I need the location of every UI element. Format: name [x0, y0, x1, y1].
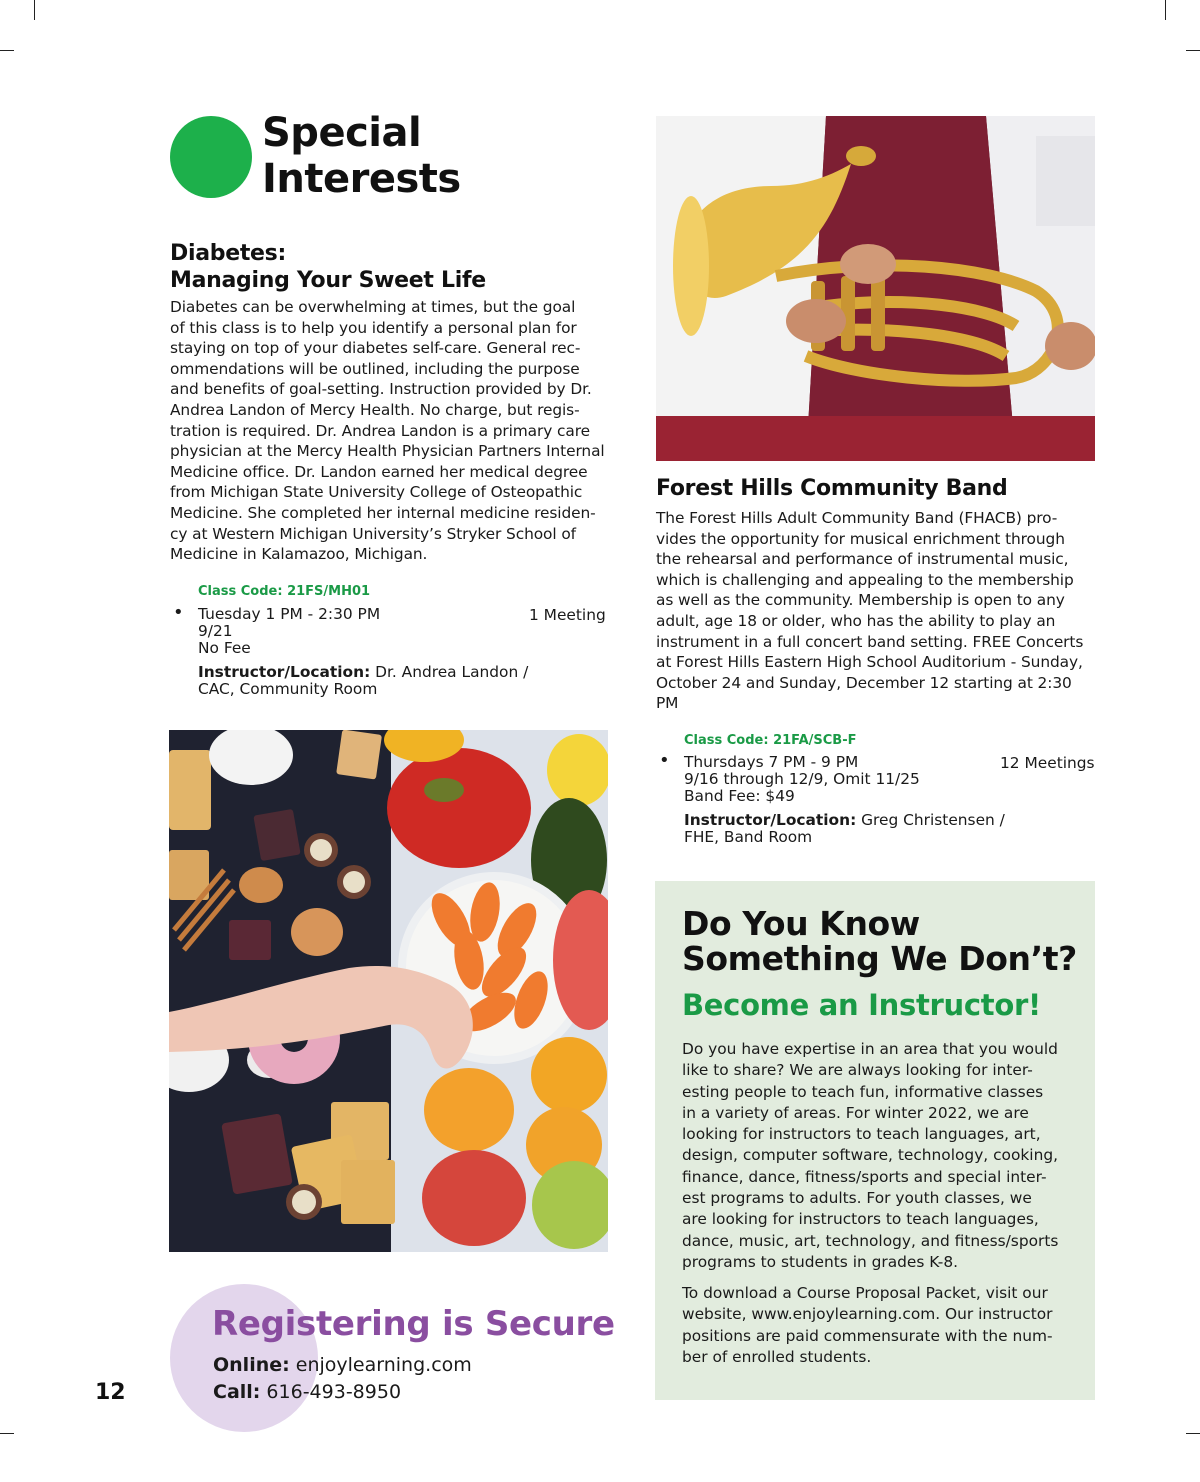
diabetes-meetings: 1 Meeting	[529, 606, 606, 624]
register-online	[213, 1354, 472, 1376]
section-title-line: Special	[262, 110, 422, 156]
band-class-code: Class Code: 21FA/SCB-F	[684, 733, 857, 748]
text-line: vides the opportunity for musical enrichment through	[656, 529, 1065, 548]
crop-mark	[1165, 0, 1166, 20]
schedule-fee: Band Fee: $49	[684, 787, 795, 805]
text-line: design, computer software, technology, cooking,	[682, 1146, 1058, 1165]
text-line: October 24 and Sunday, December 12 starting at 2:30	[656, 673, 1072, 692]
instructor-label: Instructor/Location:	[198, 663, 371, 681]
text-line: in a variety of areas. For winter 2022, we are	[682, 1103, 1029, 1122]
text-line: cy at Western Michigan University’s Stryker School of	[170, 524, 576, 543]
schedule-fee: No Fee	[198, 639, 251, 657]
text-line: are looking for instructors to teach languages,	[682, 1210, 1039, 1229]
instructor-box-heading	[682, 906, 1077, 976]
text-line: Medicine. She completed her internal medicine residen-	[170, 503, 596, 522]
text-line: Medicine office. Dr. Landon earned her medical degree	[170, 462, 588, 481]
text-line: website, www.enjoylearning.com. Our instructor	[682, 1305, 1053, 1324]
instructor-name: Dr. Andrea Landon /	[370, 663, 529, 681]
text-line: dance, music, art, technology, and fitness/sports	[682, 1231, 1059, 1250]
text-line: Medicine in Kalamazoo, Michigan.	[170, 545, 428, 564]
band-photo	[656, 116, 1095, 461]
instructor-location: FHE, Band Room	[684, 828, 813, 846]
text-line: To download a Course Proposal Packet, visit our	[682, 1284, 1048, 1302]
call-label: Call:	[213, 1381, 261, 1403]
bullet-icon: •	[659, 750, 670, 771]
text-line: of this class is to help you identify a personal plan for	[170, 318, 577, 337]
band-course-title: Forest Hills Community Band	[656, 476, 1008, 501]
text-line: Diabetes can be overwhelming at times, but the goal	[170, 298, 576, 316]
online-label: Online:	[213, 1354, 290, 1376]
text-line: and benefits of goal-setting. Instruction provided by Dr.	[170, 380, 592, 399]
diabetes-class-code: Class Code: 21FS/MH01	[198, 584, 371, 599]
band-description	[656, 508, 1083, 714]
schedule-day: Tuesday 1 PM - 2:30 PM	[198, 605, 381, 623]
text-line: adult, age 18 or older, who has the ability to play an	[656, 611, 1056, 630]
instructor-box-paragraph-1	[682, 1039, 1058, 1273]
text-line: physician at the Mercy Health Physician Partners Internal	[170, 442, 605, 461]
crop-mark	[0, 50, 14, 51]
text-line: tration is required. Dr. Andrea Landon is a primary care	[170, 421, 590, 440]
schedule-day: Thursdays 7 PM - 9 PM	[684, 753, 859, 771]
crop-mark	[1186, 1433, 1200, 1434]
band-instructor	[684, 812, 1005, 846]
band-meetings: 12 Meetings	[1000, 754, 1095, 772]
crop-mark	[0, 1433, 14, 1434]
online-link[interactable]: enjoylearning.com	[289, 1354, 472, 1376]
diabetes-instructor	[198, 664, 528, 698]
text-line: programs to students in grades K-8.	[682, 1252, 959, 1271]
crop-mark	[1186, 50, 1200, 51]
schedule-dates: 9/21	[198, 622, 233, 640]
bullet-icon: •	[173, 602, 184, 623]
crop-mark	[34, 0, 35, 20]
text-line: esting people to teach fun, informative classes	[682, 1082, 1044, 1101]
band-schedule	[659, 750, 920, 805]
text-line: which is challenging and appealing to the membership	[656, 570, 1074, 589]
title-line: Managing Your Sweet Life	[170, 268, 486, 293]
text-line: The Forest Hills Adult Community Band (FHACB) pro-	[656, 509, 1058, 527]
register-call	[213, 1381, 401, 1403]
section-title-line: Interests	[262, 156, 461, 202]
schedule-dates: 9/16 through 12/9, Omit 11/25	[684, 770, 920, 788]
phone-number[interactable]: 616-493-8950	[260, 1381, 402, 1403]
instructor-name: Greg Christensen /	[856, 811, 1005, 829]
text-line: looking for instructors to teach languages, art,	[682, 1125, 1041, 1144]
text-line: est programs to adults. For youth classes, we	[682, 1189, 1032, 1208]
text-line: instrument in a full concert band setting. FREE Concerts	[656, 632, 1084, 651]
text-line: from Michigan State University College of Osteopathic	[170, 483, 583, 502]
diabetes-description	[170, 297, 605, 565]
title-line: Diabetes:	[170, 241, 286, 266]
food-photo	[169, 730, 608, 1252]
text-line: the rehearsal and performance of instrumental music,	[656, 550, 1069, 569]
text-line: at Forest Hills Eastern High School Auditorium - Sunday,	[656, 653, 1083, 672]
diabetes-course-title	[170, 240, 486, 294]
text-line: staying on top of your diabetes self-care. General rec-	[170, 339, 581, 358]
text-line: PM	[656, 694, 679, 713]
text-line: Andrea Landon of Mercy Health. No charge, but regis-	[170, 400, 580, 419]
text-line: ber of enrolled students.	[682, 1347, 872, 1366]
section-color-dot	[170, 116, 252, 198]
text-line: ommendations will be outlined, including the purpose	[170, 359, 580, 378]
text-line: as well as the community. Membership is open to any	[656, 591, 1065, 610]
text-line: Do you have expertise in an area that you would	[682, 1040, 1058, 1058]
instructor-label: Instructor/Location:	[684, 811, 857, 829]
instructor-location: CAC, Community Room	[198, 680, 378, 698]
text-line: finance, dance, fitness/sports and special inter-	[682, 1167, 1047, 1186]
text-line: positions are paid commensurate with the num-	[682, 1326, 1053, 1345]
section-title	[262, 110, 461, 202]
register-title: Registering is Secure	[212, 1304, 615, 1344]
heading-line: Do You Know	[682, 904, 920, 943]
text-line: like to share? We are always looking for inter-	[682, 1061, 1033, 1080]
page-number: 12	[95, 1380, 126, 1405]
instructor-box-subheading: Become an Instructor!	[682, 988, 1041, 1022]
heading-line: Something We Don’t?	[682, 939, 1077, 978]
instructor-box-paragraph-2	[682, 1283, 1053, 1368]
diabetes-schedule	[173, 602, 381, 657]
